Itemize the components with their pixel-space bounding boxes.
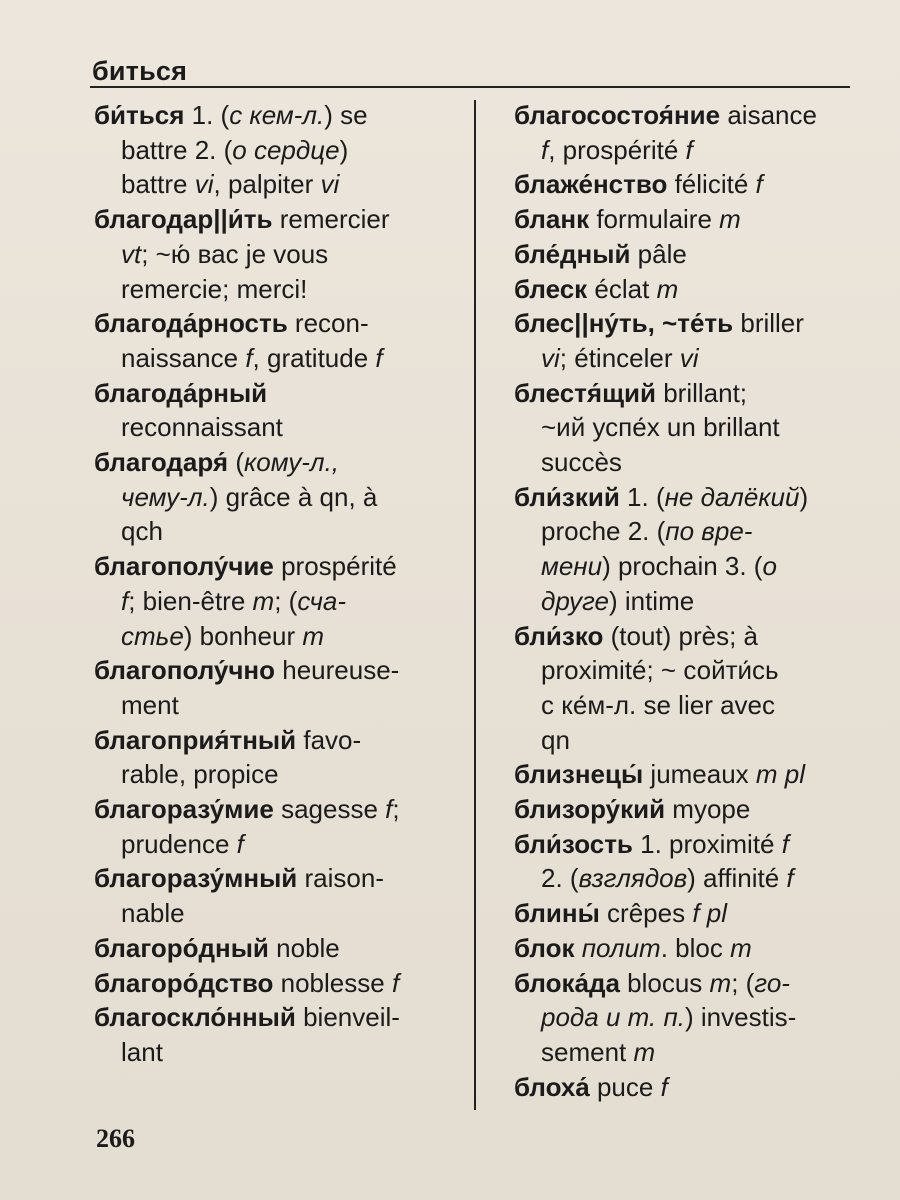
headword: благоприя́тный — [94, 724, 297, 755]
entry-continuation-line — [514, 514, 866, 549]
entry-continuation-line — [514, 653, 866, 688]
definition-text: raison- — [297, 863, 384, 894]
grammar-label: с кем-л. — [229, 100, 325, 130]
definition-text: battre 2. ( — [121, 134, 233, 165]
dictionary-entry — [94, 306, 466, 375]
right-column — [514, 98, 866, 1104]
entry-continuation-line — [94, 619, 466, 654]
headword: близнецы́ — [514, 759, 644, 790]
grammar-label: m pl — [755, 759, 806, 790]
dictionary-entry — [514, 98, 866, 167]
grammar-label: m — [719, 204, 741, 235]
entry-first-line — [94, 792, 466, 827]
definition-text: 1. ( — [619, 481, 665, 512]
entry-continuation-line — [514, 410, 866, 445]
dictionary-entry — [514, 966, 866, 1070]
entry-first-line — [514, 966, 866, 1001]
definition-text: ) prochain 3. ( — [602, 551, 763, 582]
entry-continuation-line — [94, 1035, 466, 1070]
grammar-label: взглядов — [578, 863, 688, 894]
entry-continuation-line — [514, 1000, 866, 1035]
headword: благоскло́нный — [94, 1002, 296, 1033]
grammar-label: f — [685, 134, 693, 165]
entry-first-line — [514, 167, 866, 202]
headword: благоразу́мие — [94, 794, 274, 825]
grammar-label: чему-л. — [121, 481, 210, 512]
definition-text: remercier — [272, 204, 390, 235]
headword: блаже́нство — [514, 169, 668, 200]
grammar-label: m — [633, 1036, 656, 1067]
entry-continuation-line — [514, 584, 866, 619]
definition-text: sagesse — [273, 794, 386, 825]
dictionary-entry — [514, 1070, 866, 1105]
entry-continuation-line — [514, 133, 866, 168]
grammar-label: f — [755, 169, 763, 200]
definition-text: aisance — [720, 100, 817, 130]
grammar-label: не далёкий — [664, 481, 800, 512]
dictionary-entry — [94, 98, 466, 202]
definition-text: ) affinité — [687, 863, 787, 894]
entry-continuation-line — [94, 133, 466, 168]
entry-continuation-line — [94, 341, 466, 376]
entry-first-line — [94, 549, 466, 584]
grammar-label: vi — [320, 169, 340, 200]
entry-first-line — [94, 966, 466, 1001]
dictionary-entry — [514, 792, 866, 827]
dictionary-entry — [514, 827, 866, 896]
definition-text: lant — [121, 1036, 163, 1067]
grammar-label: f — [660, 1071, 668, 1102]
entry-continuation-line — [514, 861, 866, 896]
grammar-label: m — [730, 932, 752, 963]
definition-text: naissance — [121, 342, 246, 373]
definition-text: ) intime — [608, 585, 695, 616]
entry-continuation-line — [514, 549, 866, 584]
definition-text: 1. ( — [184, 100, 230, 130]
definition-text: . bloc — [660, 932, 731, 963]
dictionary-entry — [514, 896, 866, 931]
headword: благодаря́ — [94, 447, 229, 478]
entry-continuation-line — [514, 341, 866, 376]
dictionary-entry — [94, 931, 466, 966]
entry-first-line — [514, 480, 866, 515]
dictionary-entry — [94, 202, 466, 306]
grammar-label: о — [762, 551, 777, 582]
entry-first-line — [514, 619, 866, 654]
headword: благосостоя́ние — [514, 100, 721, 130]
headword: благода́рность — [94, 308, 288, 339]
definition-text: ment — [121, 689, 179, 720]
dictionary-entry — [94, 445, 466, 549]
definition-text: ) — [339, 134, 349, 165]
dictionary-entry — [514, 757, 866, 792]
definition-text: recon- — [287, 308, 369, 339]
dictionary-entry — [514, 272, 866, 307]
entry-first-line — [514, 792, 866, 827]
definition-text: félicité — [667, 169, 756, 200]
entry-first-line — [514, 931, 866, 966]
grammar-label: vi — [541, 342, 560, 373]
headword: бланк — [514, 204, 590, 235]
headword: благода́рный — [94, 377, 268, 408]
headword: благоро́дный — [94, 932, 269, 963]
entry-first-line — [94, 445, 466, 480]
definition-text: (tout) près; à — [603, 620, 759, 651]
definition-text: ) — [799, 481, 809, 512]
grammar-label: о сердце — [232, 134, 340, 165]
definition-text: remercie; merci! — [121, 273, 308, 304]
definition-text: proximité; ~ сойти́сь — [541, 655, 779, 686]
entry-first-line — [94, 861, 466, 896]
definition-text: formulaire — [589, 204, 720, 235]
definition-text: éclat — [587, 273, 657, 304]
dictionary-entry — [514, 167, 866, 202]
grammar-label: f — [375, 342, 383, 373]
headword: бли́зко — [514, 620, 604, 651]
definition-text: ( — [228, 447, 244, 478]
entry-continuation-line — [94, 272, 466, 307]
entry-continuation-line — [94, 896, 466, 931]
definition-text: favo- — [296, 724, 362, 755]
headword: блес||ну́ть, ~те́ть — [514, 308, 734, 339]
dictionary-entry — [514, 237, 866, 272]
entry-continuation-line — [514, 688, 866, 723]
grammar-label: го- — [754, 967, 790, 998]
definition-text: pâle — [630, 238, 687, 269]
dictionary-entry — [94, 723, 466, 792]
running-head: биться — [92, 56, 188, 86]
grammar-label: vt — [121, 238, 142, 269]
entry-first-line — [94, 653, 466, 688]
definition-text: crêpes — [599, 898, 693, 929]
dictionary-entry — [514, 619, 866, 758]
entry-continuation-line — [94, 584, 466, 619]
definition-text: 2. ( — [541, 863, 579, 894]
headword: блок — [514, 932, 575, 963]
definition-text: heureuse- — [275, 655, 400, 686]
dictionary-entry — [514, 306, 866, 375]
definition-text: ) grâce à qn, à — [209, 481, 378, 512]
definition-text: battre — [121, 169, 195, 200]
headword: благополу́чие — [94, 551, 274, 582]
definition-text: briller — [733, 308, 804, 339]
grammar-label: мени — [541, 551, 603, 582]
headword: блестя́щий — [514, 377, 656, 408]
grammar-label: vi — [679, 342, 699, 373]
definition-text: ; — [392, 794, 400, 825]
definition-text: ; ~ю́ вас je vous — [141, 238, 329, 269]
headword: благодар||и́ть — [94, 204, 273, 235]
entry-continuation-line — [94, 757, 466, 792]
definition-text: с ке́м-л. se lier avec — [541, 689, 775, 720]
dictionary-entry — [514, 376, 866, 480]
entry-first-line — [514, 757, 866, 792]
headword: блеск — [514, 273, 588, 304]
definition-text: ; étinceler — [559, 342, 680, 373]
definition-text: qn — [541, 724, 570, 755]
headword: благоразу́мный — [94, 863, 298, 894]
definition-text: ; ( — [731, 967, 755, 998]
definition-text: jumeaux — [643, 759, 756, 790]
headword: благоро́дство — [94, 967, 274, 998]
dictionary-entry — [94, 966, 466, 1001]
grammar-label: f — [121, 585, 129, 616]
definition-text: prospérité — [273, 551, 397, 582]
definition-text: succès — [541, 447, 622, 478]
entry-first-line — [514, 376, 866, 411]
definition-text: bienveil- — [295, 1002, 400, 1033]
column-divider — [474, 100, 476, 1110]
definition-text: qch — [121, 516, 163, 547]
entry-first-line — [94, 1000, 466, 1035]
dictionary-entry — [514, 202, 866, 237]
grammar-label: f — [236, 828, 244, 859]
headword: блины́ — [514, 898, 600, 929]
headword: би́ться — [94, 100, 185, 130]
entry-continuation-line — [94, 827, 466, 862]
definition-text: ; bien-être — [128, 585, 253, 616]
grammar-label: сча- — [297, 585, 347, 616]
definition-text: , prospérité — [548, 134, 686, 165]
headword: блока́да — [514, 967, 620, 998]
grammar-label: m — [709, 967, 732, 998]
entry-first-line — [514, 237, 866, 272]
grammar-label: m — [656, 273, 679, 304]
left-column — [94, 98, 466, 1070]
entry-first-line — [94, 98, 466, 133]
entry-first-line — [94, 723, 466, 758]
entry-continuation-line — [94, 410, 466, 445]
definition-text: prudence — [121, 828, 237, 859]
definition-text: rable, propice — [121, 759, 279, 790]
definition-text: noble — [268, 932, 340, 963]
entry-continuation-line — [514, 1035, 866, 1070]
grammar-label: f — [391, 967, 400, 998]
entry-continuation-line — [94, 237, 466, 272]
header-rule — [90, 86, 850, 88]
definition-text: , palpiter — [213, 169, 321, 200]
definition-text: noblesse — [273, 967, 392, 998]
entry-first-line — [514, 896, 866, 931]
entry-continuation-line — [514, 723, 866, 758]
entry-continuation-line — [94, 514, 466, 549]
entry-first-line — [514, 1070, 866, 1105]
entry-first-line — [94, 376, 466, 411]
dictionary-entry — [94, 549, 466, 653]
definition-text: , gratitude — [252, 342, 376, 373]
grammar-label: по вре- — [665, 516, 753, 547]
dictionary-entry — [514, 931, 866, 966]
headword: бле́дный — [514, 238, 631, 269]
grammar-label: f — [385, 794, 393, 825]
definition-text: ) bonheur — [183, 620, 303, 651]
definition-text: ; ( — [274, 585, 298, 616]
headword: близору́кий — [514, 794, 666, 825]
definition-text: sement — [541, 1036, 634, 1067]
definition-text: brillant; — [655, 377, 748, 408]
definition-text — [574, 933, 581, 963]
entry-first-line — [514, 827, 866, 862]
dictionary-entry — [94, 376, 466, 445]
grammar-label: f — [786, 863, 794, 894]
grammar-label: стье — [121, 620, 184, 651]
dictionary-entry — [514, 480, 866, 619]
grammar-label: vi — [194, 169, 214, 200]
entry-first-line — [514, 272, 866, 307]
entry-first-line — [94, 306, 466, 341]
definition-text: nable — [121, 898, 185, 929]
entry-continuation-line — [94, 167, 466, 202]
grammar-label: f pl — [692, 898, 728, 929]
entry-continuation-line — [514, 445, 866, 480]
definition-text: 1. proximité — [632, 828, 782, 859]
definition-text: puce — [589, 1071, 661, 1102]
grammar-label: f — [541, 134, 549, 165]
entry-first-line — [94, 202, 466, 237]
dictionary-entry — [94, 653, 466, 722]
grammar-label: m — [302, 620, 324, 651]
entry-continuation-line — [94, 480, 466, 515]
definition-text: reconnaissant — [121, 412, 283, 443]
entry-first-line — [514, 306, 866, 341]
dictionary-entry — [94, 1000, 466, 1069]
grammar-label: рода и т. п. — [541, 1002, 686, 1033]
grammar-label: f — [781, 828, 789, 859]
grammar-label: друге — [541, 585, 609, 616]
grammar-label: f — [245, 342, 253, 373]
definition-text: ) se — [324, 100, 368, 130]
headword: бли́зость — [514, 828, 633, 859]
definition-text: proche 2. ( — [541, 516, 666, 547]
dictionary-entry — [94, 861, 466, 930]
headword: благополу́чно — [94, 655, 276, 686]
entry-first-line — [514, 98, 866, 133]
grammar-label: m — [252, 585, 275, 616]
headword: бли́зкий — [514, 481, 620, 512]
grammar-label: полит — [581, 932, 661, 963]
entry-continuation-line — [94, 688, 466, 723]
definition-text: myope — [665, 794, 751, 825]
definition-text: ) investis- — [685, 1002, 797, 1033]
page-number: 266 — [96, 1124, 135, 1153]
headword: блоха́ — [514, 1071, 590, 1102]
entry-first-line — [514, 202, 866, 237]
definition-text: ~ий успе́х un brillant — [541, 412, 780, 443]
grammar-label: кому-л., — [243, 447, 340, 478]
entry-first-line — [94, 931, 466, 966]
dictionary-entry — [94, 792, 466, 861]
definition-text: blocus — [619, 967, 710, 998]
